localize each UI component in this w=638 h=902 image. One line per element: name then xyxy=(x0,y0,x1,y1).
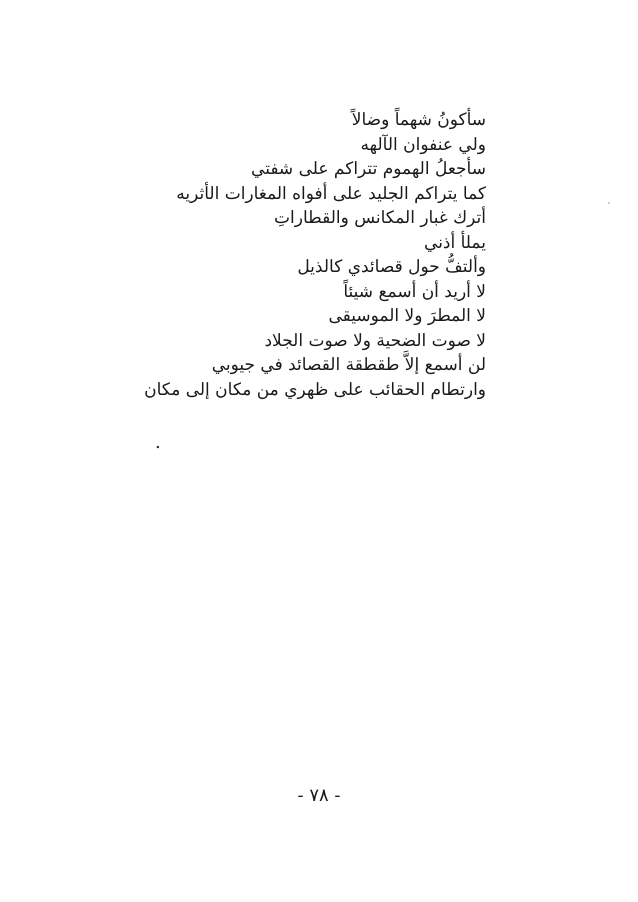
poem-line: لن أسمع إلاَّ طقطقة القصائد في جيوبي xyxy=(211,355,486,375)
poem-text xyxy=(126,108,486,402)
poem-line: سأجعلُ الهموم تتراكم على شفتي xyxy=(251,159,486,179)
page-number: - ٧٨ - xyxy=(297,785,341,806)
scan-speck xyxy=(608,202,610,204)
poem-line: ولي عنفوان الآلهه xyxy=(360,134,486,155)
poem-line: لا صوت الضحية ولا صوت الجلاد xyxy=(264,330,486,351)
poem-line: وألتفُّ حول قصائدي كالذيل xyxy=(297,257,486,277)
poem-line: سأكونُ شهماً وضالاً xyxy=(351,110,486,130)
poem-line: أترك غبار المكانس والقطاراتِ xyxy=(274,208,486,228)
poem-line: يملأ أذني xyxy=(424,232,486,253)
trailing-period: . xyxy=(155,432,161,453)
poem-line: لا المطرَ ولا الموسيقى xyxy=(328,306,486,326)
poem-line: كما يتراكم الجليد على أفواه المغارات الأثريه xyxy=(176,183,486,204)
poem-line: لا أريد أن أسمع شيئاً xyxy=(343,281,486,302)
poem-line: وارتطام الحقائب على ظهري من مكان إلى مكان xyxy=(144,379,486,400)
